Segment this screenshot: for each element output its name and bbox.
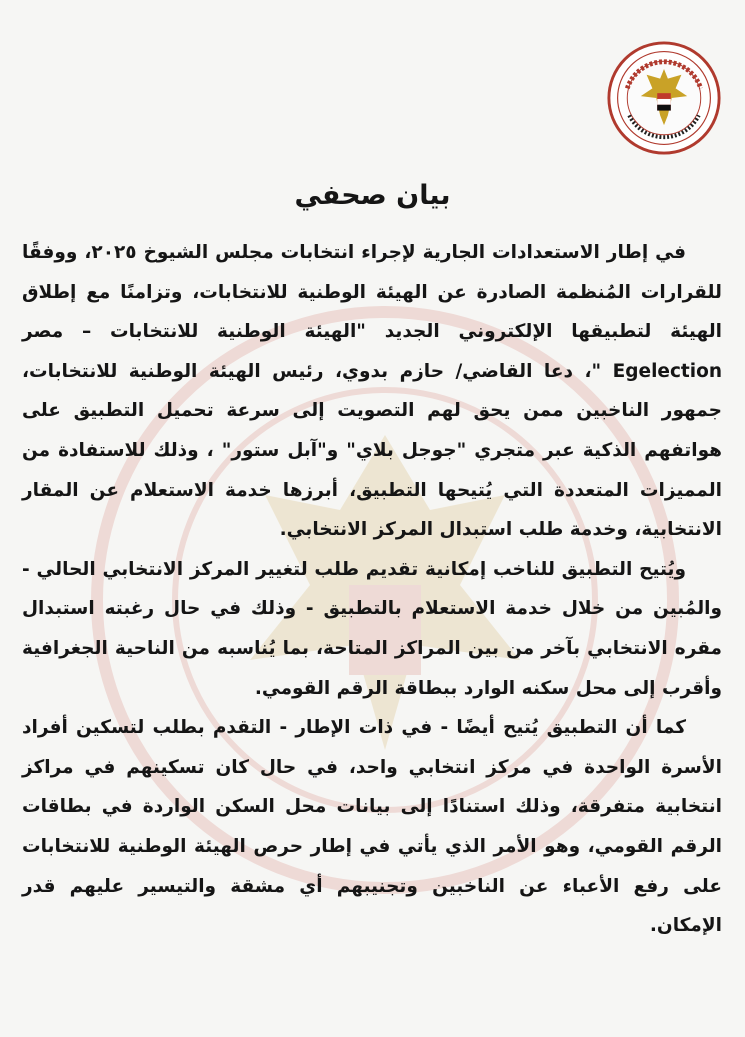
page-title: بيان صحفي bbox=[294, 180, 451, 211]
body-text bbox=[22, 233, 722, 946]
paragraph-2: ويُتيح التطبيق للناخب إمكانية تقديم طلب لتغيير المركز الانتخابي الحالي - والمُبين من خلال خدمة الاستعلام بالتطبيق - وذلك في حال رغبته استبدال مقره الانتخابي بآخر من بين المراكز المتاحة، بما يُناسبه من الناحية الجغرافية وأقرب إلى محل سكنه الوارد ببطاقة الرقم القومي. bbox=[22, 558, 722, 699]
nea-logo bbox=[606, 40, 722, 156]
paragraph-1: في إطار الاستعدادات الجارية لإجراء انتخابات مجلس الشيوخ ٢٠٢٥، ووفقًا للقرارات المُنظمة الصادرة عن الهيئة الوطنية للانتخابات، وتزامنًا مع إطلاق الهيئة لتطبيقها الإلكتروني الجديد "الهيئة الوطنية للانتخابات – مصر Egelection "، دعا القاضي/ حازم بدوي، رئيس الهيئة الوطنية للانتخابات، جمهور الناخبين ممن يحق لهم التصويت إلى سرعة تحميل التطبيق على هواتفهم الذكية عبر متجري "جوجل بلاي" و"آبل ستور" ، وذلك للاستفادة من المميزات المتعددة التي يُتيحها التطبيق، أبرزها خدمة الاستعلام عن المقار الانتخابية، وخدمة طلب استبدال المركز الانتخابي. bbox=[22, 242, 722, 541]
paragraph-3: كما أن التطبيق يُتيح أيضًا - في ذات الإطار - التقدم بطلب لتسكين أفراد الأسرة الواحدة في مركز انتخابي واحد، في حال كان تسكينهم في مراكز انتخابية متفرقة، وذلك استنادًا إلى بيانات محل السكن الواردة في بطاقات الرقم القومي، وهو الأمر الذي يأتي في إطار حرص الهيئة الوطنية للانتخابات على رفع الأعباء عن الناخبين وتجنيبهم أي مشقة والتيسير عليهم قدر الإمكان. bbox=[22, 717, 722, 937]
